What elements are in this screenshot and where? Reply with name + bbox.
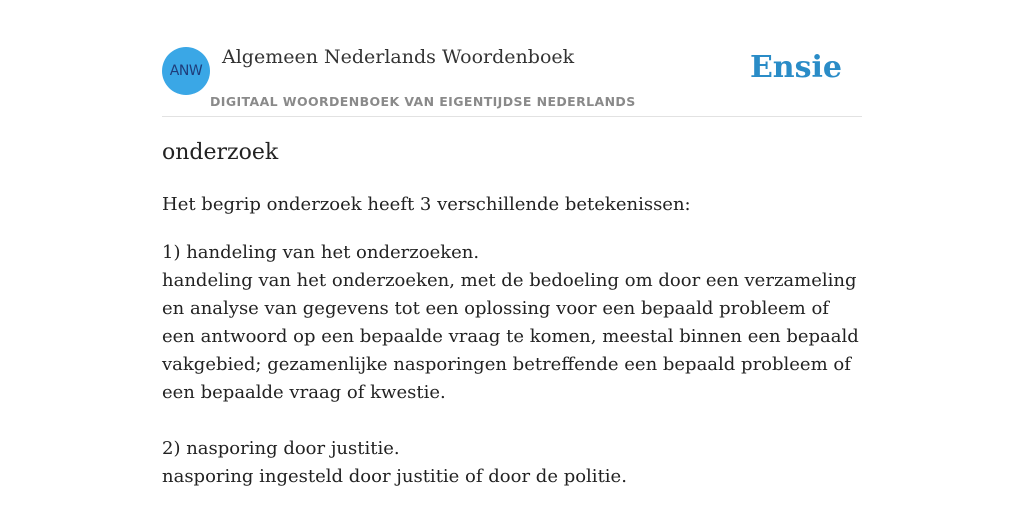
entry-card [162, 0, 862, 512]
site-title[interactable]: Algemeen Nederlands Woordenboek [222, 46, 575, 68]
entry-intro: Het begrip onderzoek heeft 3 verschillende betekenissen: [162, 194, 691, 215]
site-subtitle: DIGITAAL WOORDENBOEK VAN EIGENTIJDSE NEDERLANDS [210, 94, 636, 109]
meaning-item [162, 239, 862, 407]
meanings-list [162, 239, 862, 519]
anw-logo[interactable] [162, 47, 210, 95]
meaning-heading: 1) handeling van het onderzoeken. [162, 242, 480, 263]
meaning-heading: 2) nasporing door justitie. [162, 438, 400, 459]
meaning-definition: handeling van het onderzoeken, met de bedoeling om door een verzameling en analyse van gegevens tot een oplossing voor een bepaald probleem of een antwoord op een bepaalde vraag te komen, meestal binnen een bepaald vakgebied; gezamenlijke nasporingen betreffende een bepaald probleem of een bepaalde vraag of kwestie. [162, 270, 859, 403]
ensie-brand-logo[interactable]: Ensie [749, 50, 842, 85]
meaning-definition: nasporing ingesteld door justitie of door de politie. [162, 466, 627, 487]
site-header [162, 0, 862, 117]
entry-word-title: onderzoek [162, 140, 279, 165]
logo-text: ANW [169, 63, 203, 79]
meaning-item [162, 435, 862, 491]
